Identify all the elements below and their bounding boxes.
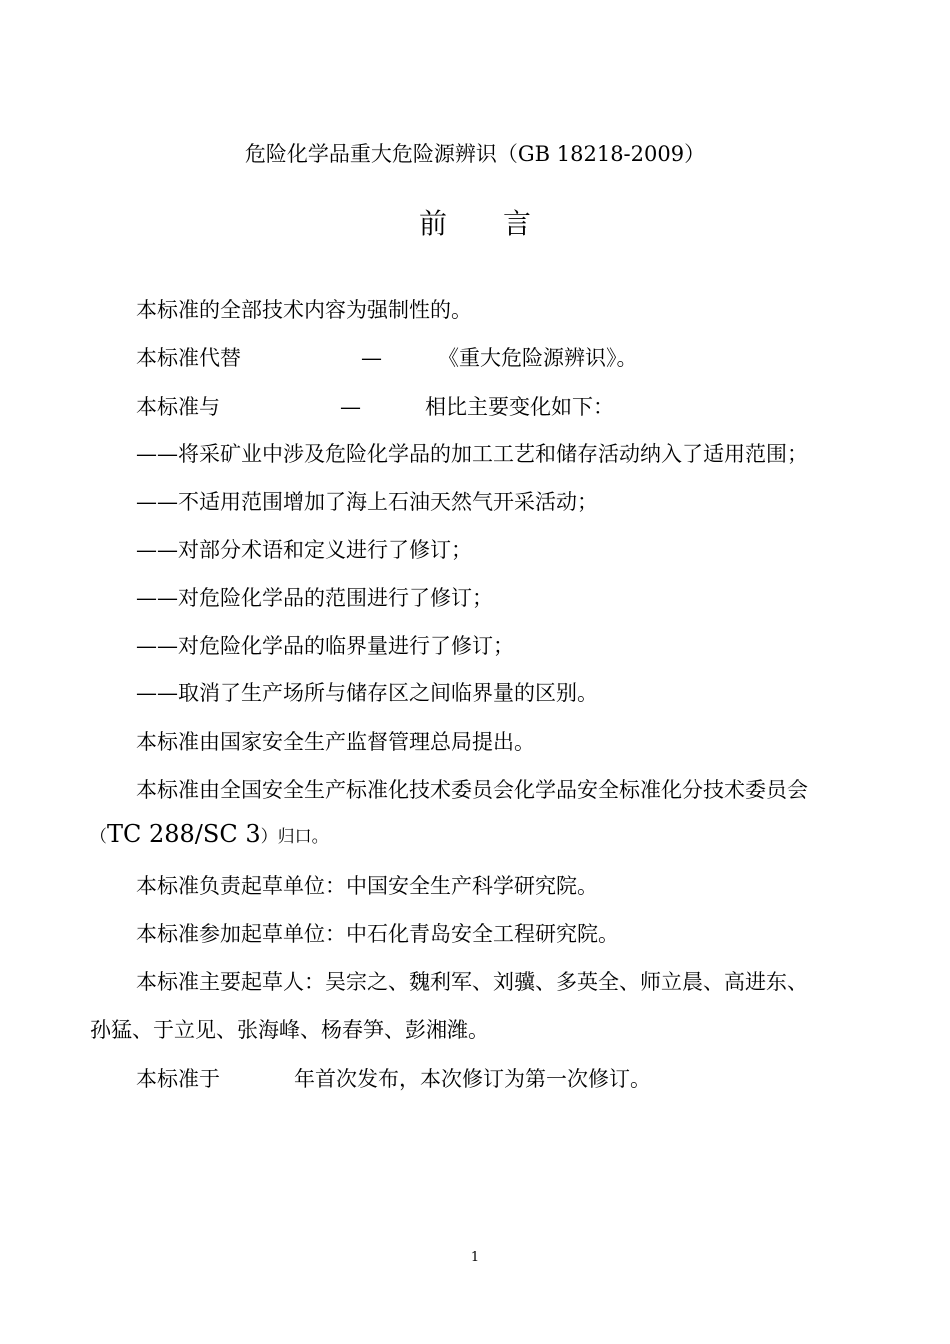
change-item: ——不适用范围增加了海上石油天然气开采活动； xyxy=(136,490,598,514)
paragraph-history xyxy=(136,1065,651,1093)
change-item: ——取消了生产场所与储存区之间临界量的区别。 xyxy=(136,681,598,705)
compared-text-start: 本标准与 xyxy=(136,395,220,419)
replaces-text-end: 《重大危险源辨识》。 xyxy=(438,346,638,370)
committee-paren-open: （ xyxy=(90,827,107,847)
paragraph-proposer: 本标准由国家安全生产监督管理总局提出。 xyxy=(136,730,535,754)
paragraph-committee-line1: 本标准由全国安全生产标准化技术委员会化学品安全标准化分技术委员会 xyxy=(136,778,808,802)
change-item: ——对部分术语和定义进行了修订； xyxy=(136,538,472,562)
paragraph-drafters-line1: 本标准主要起草人：吴宗之、魏利军、刘骥、多英全、师立晨、高进东、 xyxy=(136,970,808,994)
change-item: ——对危险化学品的范围进行了修订； xyxy=(136,586,493,610)
committee-code: TC 288/SC 3 xyxy=(107,820,261,848)
history-text-start: 本标准于 xyxy=(136,1067,220,1091)
committee-paren-close: ） xyxy=(260,827,278,847)
replaces-dash: — xyxy=(361,346,382,370)
history-text-end: 年首次发布，本次修订为第一次修订。 xyxy=(294,1067,651,1091)
heading-char-left: 前 xyxy=(418,207,447,240)
paragraph-participating-drafter: 本标准参加起草单位：中石化青岛安全工程研究院。 xyxy=(136,922,619,946)
paragraph-lead-drafter: 本标准负责起草单位：中国安全生产科学研究院。 xyxy=(136,874,598,898)
paragraph-mandatory: 本标准的全部技术内容为强制性的。 xyxy=(136,298,472,322)
change-item: ——对危险化学品的临界量进行了修订； xyxy=(136,634,514,658)
change-item: ——将采矿业中涉及危险化学品的加工工艺和储存活动纳入了适用范围； xyxy=(136,442,808,466)
paragraph-replaces xyxy=(136,344,638,372)
paragraph-committee-line2 xyxy=(90,820,329,851)
page-number: 1 xyxy=(470,1250,480,1265)
heading-char-right: 言 xyxy=(503,207,532,240)
document-title: 危险化学品重大危险源辨识（GB 18218-2009） xyxy=(244,142,706,166)
compared-dash: — xyxy=(340,395,361,419)
section-heading-foreword xyxy=(0,206,950,242)
paragraph-compared xyxy=(136,393,614,421)
paragraph-drafters-line2: 孙猛、于立见、张海峰、杨春笋、彭湘潍。 xyxy=(90,1018,489,1042)
replaces-text-start: 本标准代替 xyxy=(136,346,241,370)
committee-end: 归口。 xyxy=(277,827,329,847)
compared-text-end: 相比主要变化如下： xyxy=(425,395,614,419)
